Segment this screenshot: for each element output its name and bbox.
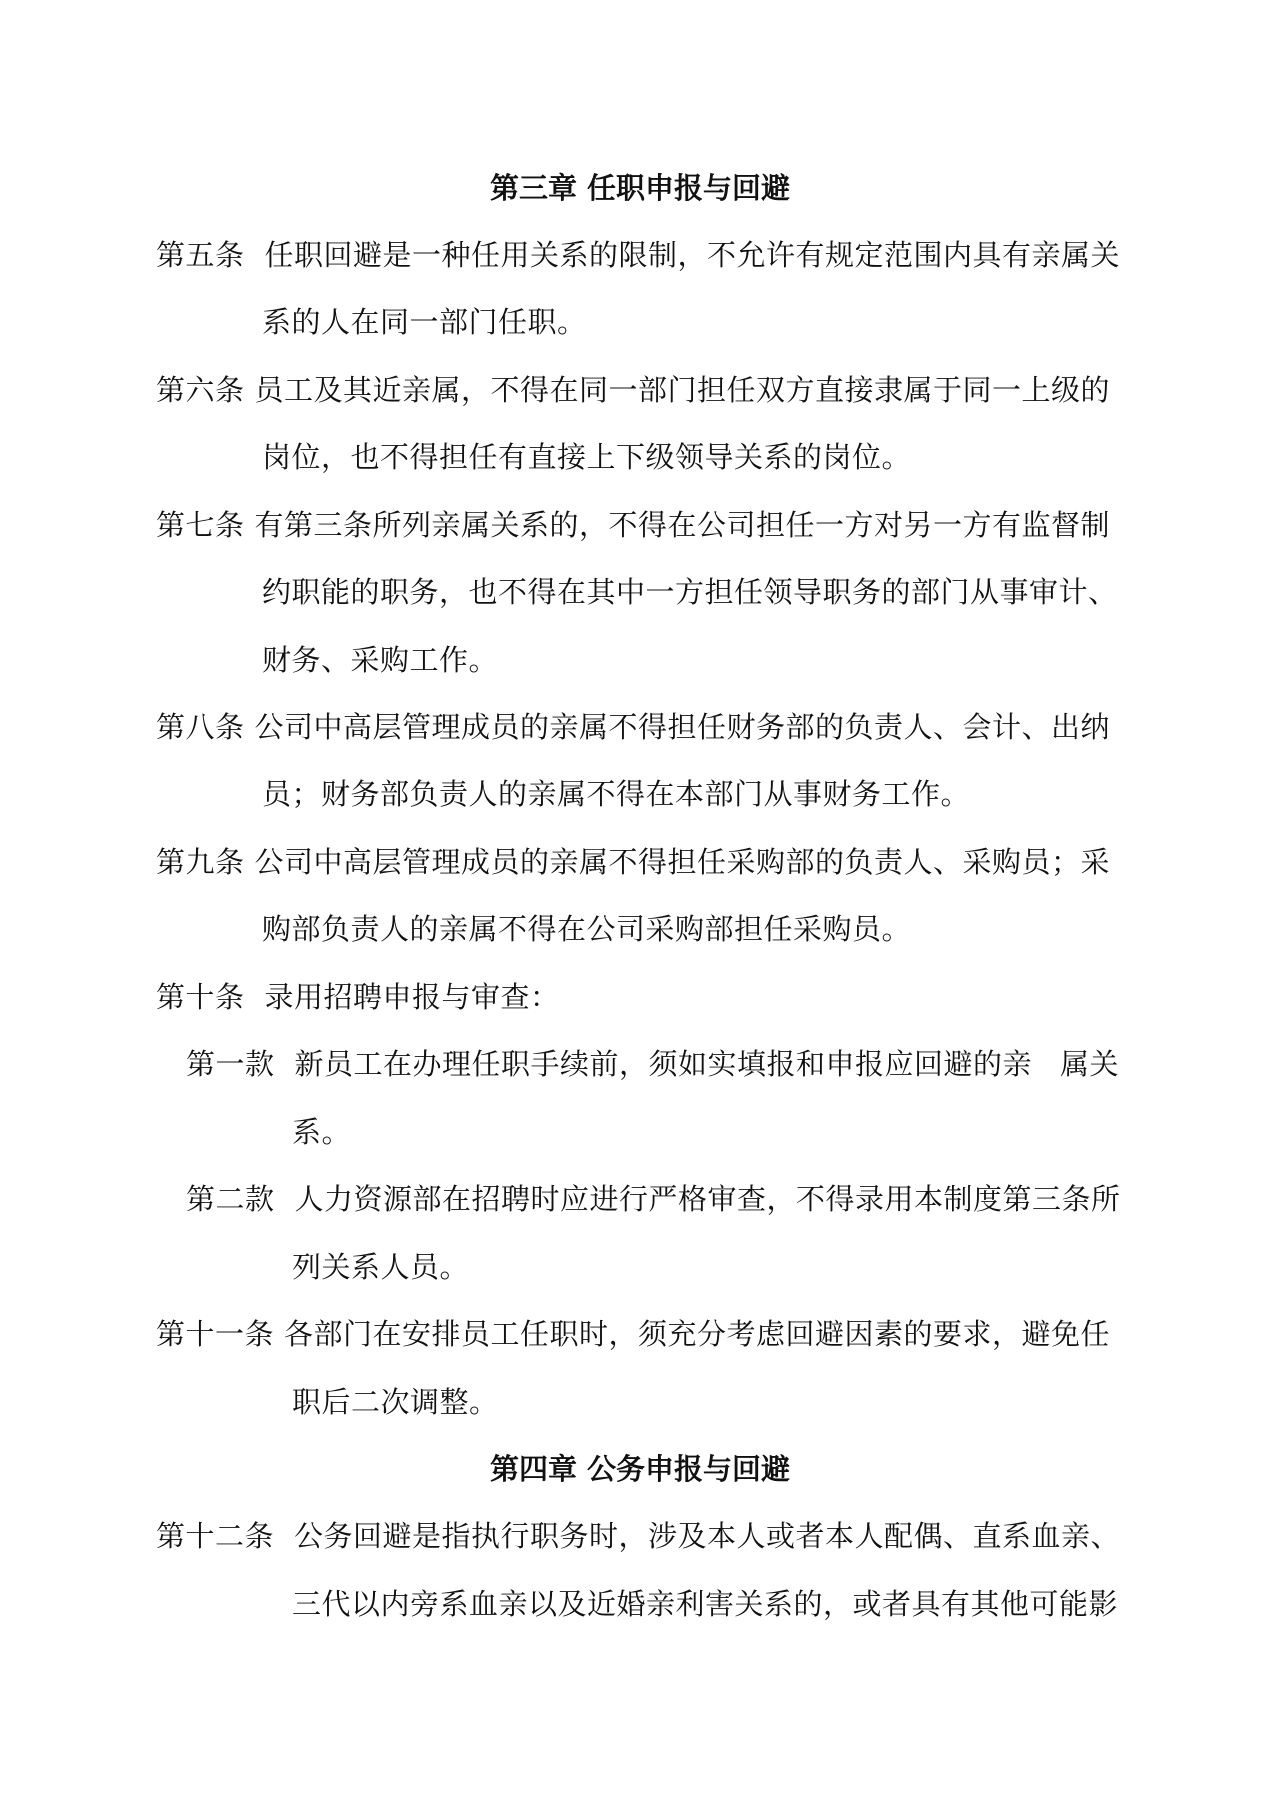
article-8-line-1: [156, 707, 1110, 747]
article-9-text-2: 购部负责人的亲属不得在公司采购部担任采购员。: [262, 912, 912, 946]
article-10-label: 第十条: [156, 980, 245, 1014]
article-12-text-2: 三代以内旁系血亲以及近婚亲利害关系的，或者具有其他可能影: [292, 1587, 1119, 1621]
clause-2-line-1: [186, 1179, 1121, 1219]
article-10-text-1: 录用招聘申报与审查：: [264, 980, 560, 1014]
article-12-line-1: [156, 1516, 1120, 1556]
clause-2-label: 第二款: [186, 1182, 275, 1216]
article-12-label: 第十二条: [156, 1519, 275, 1553]
article-6-label: 第六条: [156, 373, 245, 407]
article-7-line-1: [156, 505, 1110, 545]
article-5-text-1: 任职回避是一种任用关系的限制，不允许有规定范围内具有亲属关: [264, 238, 1121, 272]
article-5-line-1: [156, 235, 1120, 275]
article-7-text-1: 有第三条所列亲属关系的，不得在公司担任一方对另一方有监督制: [254, 508, 1111, 542]
article-8-text-1: 公司中高层管理成员的亲属不得担任财务部的负责人、会计、出纳: [254, 710, 1111, 744]
article-6-text-2: 岗位，也不得担任有直接上下级领导关系的岗位。: [262, 440, 912, 474]
article-8-text-2: 员；财务部负责人的亲属不得在本部门从事财务工作。: [262, 777, 971, 811]
article-10-line-1: [156, 977, 560, 1017]
clause-1-label: 第一款: [186, 1047, 275, 1081]
chapter-3-title: 第三章 任职申报与回避: [489, 171, 791, 205]
article-11-text-1: 各部门在安排员工任职时，须充分考虑回避因素的要求，避免任: [284, 1317, 1111, 1351]
clause-2-text-2: 列关系人员。: [292, 1250, 470, 1284]
article-7-label: 第七条: [156, 508, 245, 542]
article-9-text-1: 公司中高层管理成员的亲属不得担任采购部的负责人、采购员；采: [254, 845, 1111, 879]
clause-2-text-1: 人力资源部在招聘时应进行严格审查，不得录用本制度第三条所: [294, 1182, 1121, 1216]
article-11-label: 第十一条: [156, 1317, 275, 1351]
article-7-text-3: 财务、采购工作。: [262, 643, 499, 677]
article-6-text-1: 员工及其近亲属，不得在同一部门担任双方直接隶属于同一上级的: [254, 373, 1111, 407]
article-5-text-2: 系的人在同一部门任职。: [262, 305, 587, 339]
clause-1-text-1: 新员工在办理任职手续前，须如实填报和申报应回避的亲: [294, 1047, 1033, 1081]
article-11-text-2: 职后二次调整。: [292, 1385, 499, 1419]
clause-1-text-1b: 属关: [1060, 1047, 1120, 1081]
clause-1-text-2: 系。: [292, 1115, 352, 1149]
article-6-line-1: [156, 370, 1110, 410]
article-12-text-1: 公务回避是指执行职务时，涉及本人或者本人配偶、直系血亲、: [294, 1519, 1121, 1553]
clause-1-line-1: [186, 1044, 1119, 1084]
article-8-label: 第八条: [156, 710, 245, 744]
article-9-line-1: [156, 842, 1110, 882]
article-7-text-2: 约职能的职务，也不得在其中一方担任领导职务的部门从事审计、: [262, 575, 1118, 609]
article-5-label: 第五条: [156, 238, 245, 272]
article-11-line-1: [156, 1314, 1110, 1354]
article-9-label: 第九条: [156, 845, 245, 879]
chapter-4-title: 第四章 公务申报与回避: [489, 1452, 791, 1486]
